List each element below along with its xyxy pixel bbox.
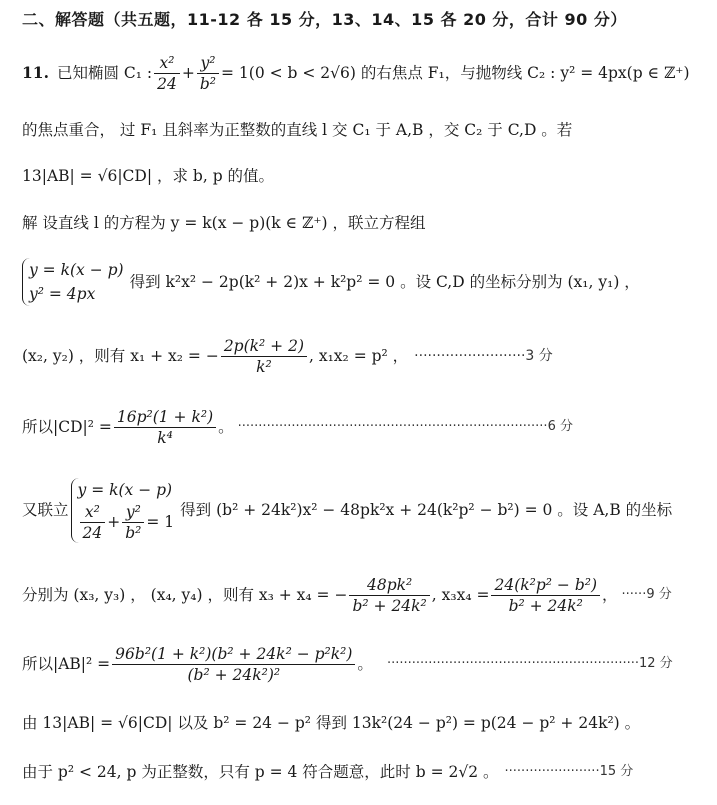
plus-sign: + xyxy=(181,64,195,82)
frac-num: y² xyxy=(122,502,144,523)
vieta-1-suffix: , x₁x₂ = p² ， xyxy=(309,347,409,365)
score-12: ·····························································12 分 xyxy=(386,656,673,671)
score-15: ·······················15 分 xyxy=(504,764,634,779)
cd-prefix: 所以|CD|² = xyxy=(22,418,112,436)
frac-den: 24 xyxy=(157,74,177,93)
vieta-2-frac-sum xyxy=(349,575,429,616)
system-2-row-1: y = k(x − p) xyxy=(77,480,173,499)
frac-num: y² xyxy=(197,53,219,74)
frac-den: k² xyxy=(256,357,272,376)
frac-den: (b² + 24k²)² xyxy=(187,665,281,684)
vieta-1-frac xyxy=(221,336,307,377)
vieta-2-line xyxy=(22,572,677,618)
score-6: ···········································································6 分 xyxy=(237,419,573,434)
system-2-row-2 xyxy=(78,502,175,543)
frac-den: b² + 24k² xyxy=(508,596,583,615)
ab-suffix: 。 xyxy=(357,655,373,673)
equals-one: = 1 xyxy=(146,513,175,531)
frac-num: 24(k²p² − b²) xyxy=(491,575,600,596)
system-1-line xyxy=(22,256,677,308)
frac-num: x² xyxy=(154,53,180,74)
vieta-2-frac-prod xyxy=(491,575,600,616)
system-2-line xyxy=(22,474,677,546)
frac-den: 24 xyxy=(82,523,103,542)
final-line-2-text: 由于 p² < 24, p 为正整数，只有 p = 4 符合题意，此时 b = 2√2 。 xyxy=(22,763,499,781)
solution-intro: 解 设直线 l 的方程为 y = k(x − p)(k ∈ ℤ⁺) ，联立方程组 xyxy=(22,214,426,232)
vieta-2-suffix: ， xyxy=(602,586,618,604)
vieta-1-prefix: (x₂, y₂) ，则有 x₁ + x₂ = − xyxy=(22,347,219,365)
system-1-result: 得到 k²x² − 2p(k² + 2)x + k²p² = 0 。设 C,D 的坐标分别为 (x₁, y₁) ， xyxy=(129,273,640,291)
vieta-2-mid: , x₃x₄ = xyxy=(431,586,490,604)
final-line-2 xyxy=(22,762,677,782)
cd-frac xyxy=(114,407,216,448)
cd-suffix: 。 xyxy=(218,418,234,436)
problem-line-2: 的焦点重合， 过 F₁ 且斜率为正整数的直线 l 交 C₁ 于 A,B ，交 C₂ 于 C,D 。若 xyxy=(22,121,573,139)
ab-line xyxy=(22,641,677,687)
section-title: 二、解答题（共五题，11-12 各 15 分，13、14、15 各 20 分，合计 90 分） xyxy=(22,10,627,29)
sys2-frac-y xyxy=(122,502,144,543)
system-1-row-2: y² = 4px xyxy=(29,285,96,303)
sys2-frac-x xyxy=(80,502,106,543)
frac-den: k⁴ xyxy=(157,428,173,447)
score-3: ·························3 分 xyxy=(414,348,553,364)
vieta-2-prefix: 分别为 (x₃, y₃) ， (x₄, y₄) ，则有 x₃ + x₄ = − xyxy=(22,586,348,604)
frac-num: 16p²(1 + k²) xyxy=(114,407,216,428)
frac-num: 2p(k² + 2) xyxy=(221,336,307,357)
problem-line-3: 13|AB| = √6|CD| ，求 b, p 的值。 xyxy=(22,167,275,185)
frac-num: 48pk² xyxy=(349,575,429,596)
system-2-label: 又联立 xyxy=(22,501,69,519)
system-1-row-1: y = k(x − p) xyxy=(29,261,124,279)
frac-num: x² xyxy=(80,502,106,523)
score-9: ······9 分 xyxy=(621,587,672,602)
frac-num: 96b²(1 + k²)(b² + 24k² − p²k²) xyxy=(112,644,355,665)
frac-den: b² + 24k² xyxy=(352,596,427,615)
ellipse-prefix: 已知椭圆 C₁ : xyxy=(56,64,153,82)
ellipse-frac-y xyxy=(197,53,219,94)
plus-sign: + xyxy=(107,513,121,531)
system-2-result: 得到 (b² + 24k²)x² − 48pk²x + 24(k²p² − b²) = 0 。设 A,B 的坐标 xyxy=(180,501,673,519)
ellipse-condition: = 1(0 < b < 2√6) 的右焦点 F₁，与抛物线 C₂ : y² = 4px(p ∈ ℤ⁺) xyxy=(221,64,690,82)
frac-den: b² xyxy=(125,523,142,542)
ab-frac xyxy=(112,644,355,685)
frac-den: b² xyxy=(199,74,216,93)
ellipse-frac-x xyxy=(154,53,180,94)
problem-number: 11. xyxy=(22,63,49,82)
system-1 xyxy=(22,258,124,306)
problem-line-1 xyxy=(22,50,690,96)
vieta-1-line xyxy=(22,333,677,379)
cd-line xyxy=(22,404,677,450)
system-2 xyxy=(71,478,175,543)
ab-prefix: 所以|AB|² = xyxy=(22,655,111,673)
final-line-1: 由 13|AB| = √6|CD| 以及 b² = 24 − p² 得到 13k²(24 − p²) = p(24 − p² + 24k²) 。 xyxy=(22,714,641,732)
